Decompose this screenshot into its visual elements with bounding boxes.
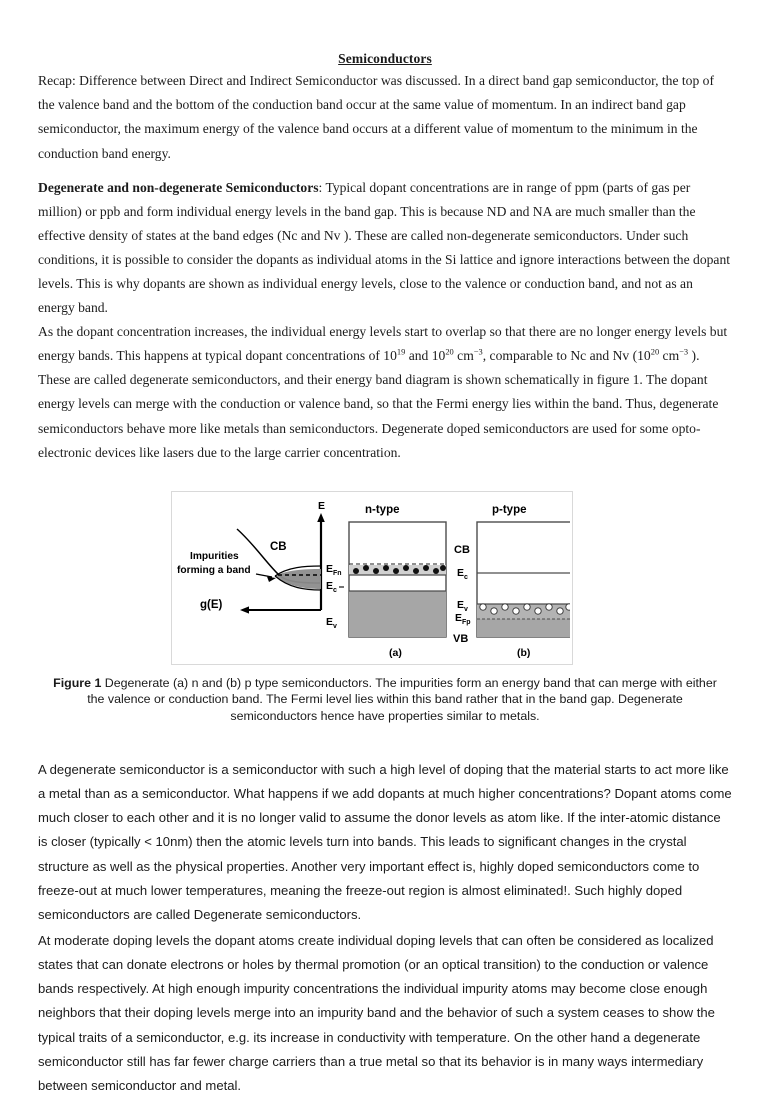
label-efp-group	[455, 612, 471, 626]
label-ec-right: E	[457, 566, 465, 579]
figure-caption	[45, 675, 725, 725]
figure-caption-text: Degenerate (a) n and (b) p type semiconductors. The impurities form an energy band that can merge with either the valence or conduction band. The Fermi level lies within this band rather that in the band gap. Degenerate semiconductors hence have properties similar to metals.	[87, 675, 717, 723]
label-ev-right-sub: v	[464, 605, 468, 613]
concentration-part2: and 10	[405, 348, 446, 364]
dos-axis-group	[200, 599, 321, 614]
concentration-part1: As the dopant concentration increases, the individual energy levels start to overlap so that there are no longer energy levels but energy bands. This happens at typical dopant concentrations of 10	[38, 324, 728, 364]
paragraph-degenerate-definition: A degenerate semiconductor is a semiconductor with such a high level of doping that the material starts to act more like a metal than as a semiconductor. What happens if we add dopants at much higher concentrations? Dopant atoms come much closer to each other and it is no longer valid to assume the donor levels as atom like. If the inter-atomic distance is closer (typically < 10nm) then the atomic levels turn into bands. This leads to significant changes in the crystal structure as well as the physical properties. Another very important effect is, highly doped semiconductors come to freeze-out at much lower temperatures, meaning the freeze-out region is almost eliminated!. Such highly doped semiconductors are called Degenerate semiconductors.	[38, 761, 732, 923]
paragraph-degenerate-body: : Typical dopant concentrations are in range of ppm (parts of gas per million) or ppb and form individual energy levels in the band gap. This is because ND and NA are much smaller than the effective density of states at the band edges (Nc and Nv ). These are called non-degenerate semiconductors. Under such conditions, it is possible to consider the dopants as individual atoms in the Si lattice and ignore interactions between the dopant levels. This is why dopants are shown as individual energy levels, close to the valence or conduction band, and not as an energy band.	[38, 179, 731, 316]
concentration-part4: , comparable to Nc and Nv (10	[482, 348, 651, 364]
ptype-band-panel	[477, 522, 570, 637]
concentration-sup2: 20	[445, 346, 454, 357]
label-ec-left-group	[326, 580, 344, 594]
band-diagram-svg	[172, 492, 570, 662]
concentration-sup4: 20	[650, 346, 660, 357]
paragraph-recap-text: Recap: Difference between Direct and Indirect Semiconductor was discussed. In a direct band gap semiconductor, the top of the valence band and the bottom of the conduction band occur at the same value of momentum. In an indirect band gap semiconductor, the maximum energy of the valence band occurs at a different value of momentum to the minimum in the conduction band energy.	[38, 73, 715, 161]
concentration-sup1: 19	[396, 346, 406, 357]
label-cb-right: CB	[454, 543, 470, 556]
energy-axis-group	[317, 500, 325, 610]
concentration-sup5: −3	[679, 346, 689, 357]
concentration-part3: cm	[453, 348, 474, 364]
label-ntype-title: n-type	[365, 503, 400, 516]
label-ev-right: E	[457, 598, 465, 611]
label-panel-b: (b)	[517, 646, 531, 659]
label-ec-right-group	[457, 567, 468, 581]
label-cb-left: CB	[270, 540, 287, 553]
figure-1	[38, 491, 732, 667]
label-efn-left: E	[326, 562, 334, 575]
paragraph-concentration	[38, 320, 732, 465]
label-ec-left: E	[326, 579, 334, 592]
concentration-part6: ). These are called degenerate semiconductors, and their energy band diagram is shown schematically in figure 1. The dopant energy levels can merge with the conduction or valence band, so that the Fermi energy lies within the band. Thus, degenerate semiconductors behave more like metals than semiconductors. Degenerate doped semiconductors are used for some opto-electronic devices like lasers due to the large carrier concentration.	[38, 348, 719, 460]
paragraph-degenerate-heading: Degenerate and non-degenerate Semiconductors	[38, 179, 319, 195]
concentration-part5: cm	[659, 348, 680, 364]
label-ev-left: E	[326, 615, 334, 628]
label-ev-right-group	[457, 599, 468, 613]
label-energy-axis: E	[318, 499, 326, 512]
label-ptype-title: p-type	[492, 503, 527, 516]
label-panel-a: (a)	[389, 646, 402, 659]
figure-1-frame	[171, 491, 573, 665]
paragraph-recap	[38, 69, 732, 165]
label-ec-left-sub: c	[333, 586, 337, 594]
ntype-band-panel	[349, 522, 446, 637]
lower-body-section	[38, 758, 732, 1099]
label-ec-right-sub: c	[464, 573, 468, 581]
label-efn-left-sub: Fn	[333, 569, 342, 577]
label-efp: E	[455, 611, 463, 624]
label-impurities-line1: Impurities	[190, 550, 239, 562]
label-efp-sub: Fp	[462, 618, 471, 626]
impurities-pointer-arrow	[256, 574, 276, 582]
figure-caption-number: Figure 1	[53, 675, 102, 690]
label-vb-right: VB	[453, 632, 469, 645]
label-ev-left-group	[326, 616, 337, 630]
page-title: Semiconductors	[338, 51, 432, 66]
label-ev-left-sub: v	[333, 622, 337, 630]
document-content	[38, 50, 732, 1099]
concentration-sup3: −3	[473, 346, 483, 357]
paragraph-moderate-doping: At moderate doping levels the dopant atoms create individual doping levels that can often be considered as localized states that can donate electrons or holes by thermal promotion (or an optical transition) to the conduction or valence bands respectively. At high enough impurity concentrations the individual impurity atoms may become close enough neighbors that their doping levels merge into an impurity band and the behavior of such a system ceases to show the typical traits of a semiconductor, e.g. its increase in conductivity with temperature. On the other hand a degenerate semiconductor still has far fewer charge carriers than a true metal so that its behavior is in many ways intermediary between semiconductor and metal.	[38, 932, 715, 1094]
label-dos: g(E)	[200, 598, 223, 611]
label-efn-left-group	[326, 563, 342, 577]
label-impurities-line2: forming a band	[177, 564, 251, 576]
paragraph-degenerate-nondegenerate	[38, 176, 732, 321]
